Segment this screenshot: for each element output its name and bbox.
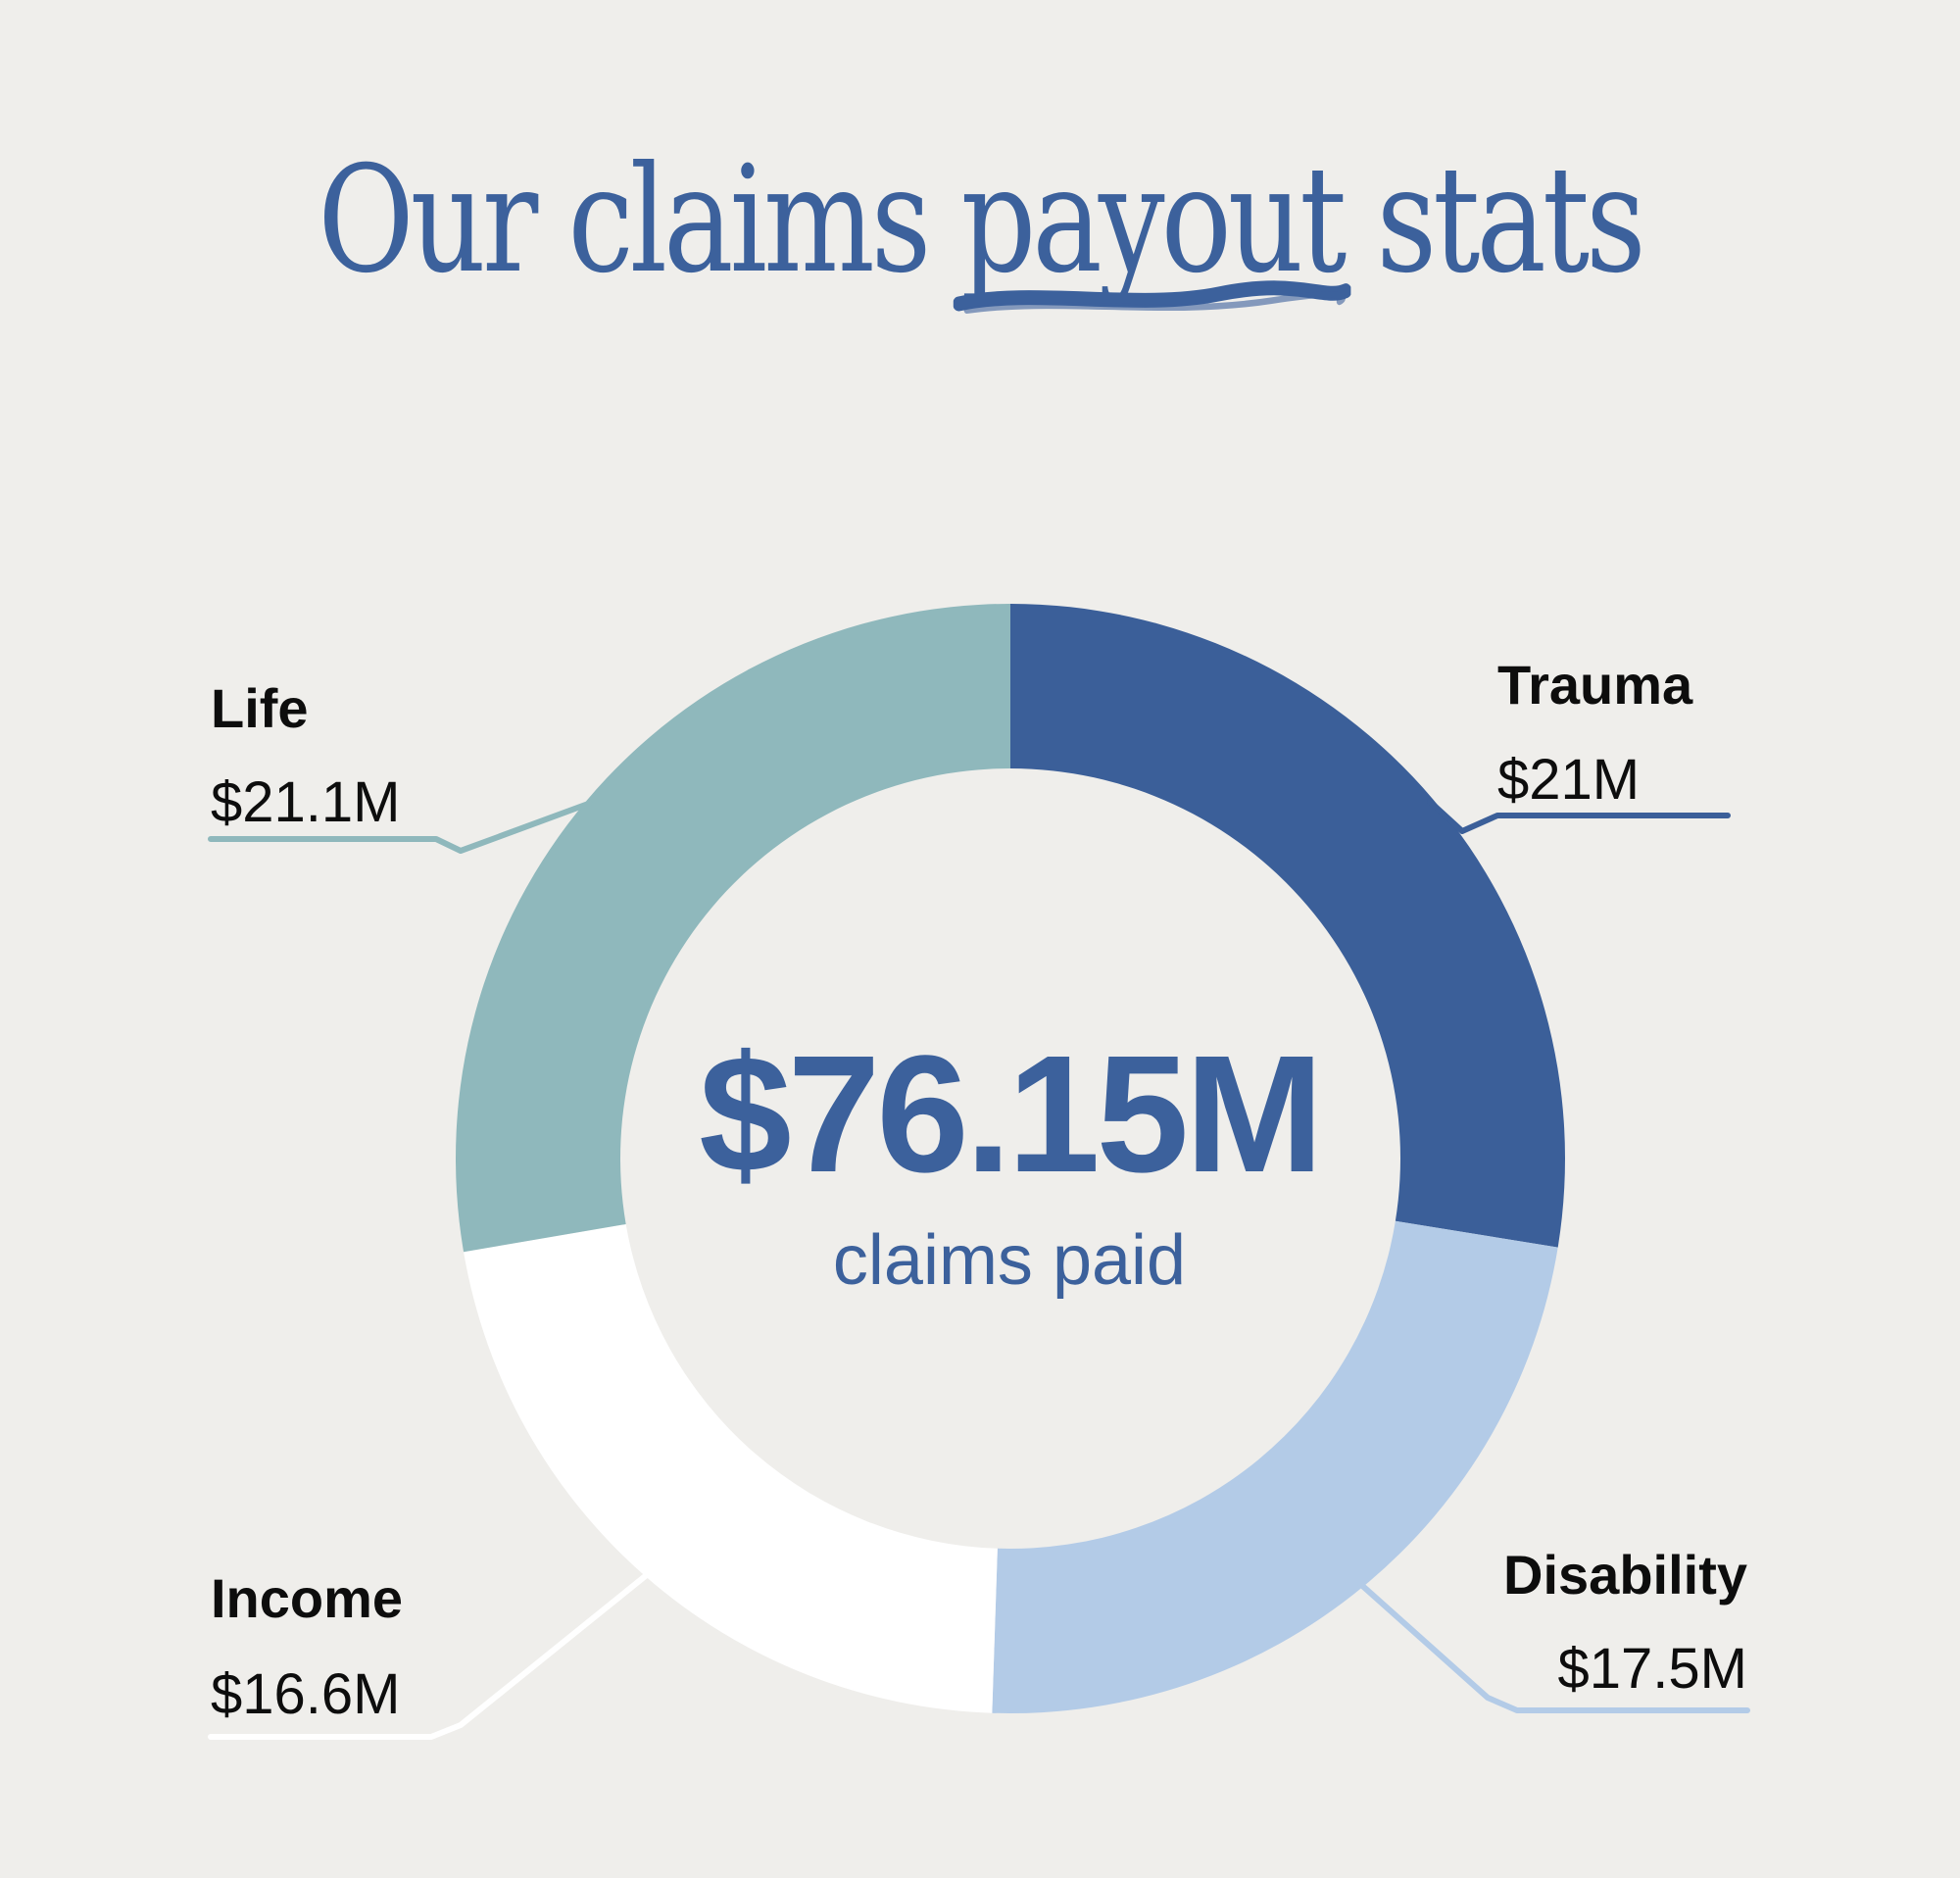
slice-label-income: Income [211,1567,404,1629]
slice-label-life: Life [211,677,309,739]
slice-value-disability: $17.5M [1557,1637,1747,1701]
slice-value-life: $21.1M [211,770,401,834]
title-text-end: stats [1343,135,1642,306]
title-text-start: Our claims [318,135,961,306]
center-total: $76.15M [699,1021,1320,1208]
slice-value-trauma: $21M [1497,748,1641,812]
slice-value-income: $16.6M [211,1662,401,1726]
center-caption: claims paid [832,1221,1187,1300]
slice-label-disability: Disability [1503,1544,1747,1606]
slice-label-trauma: Trauma [1497,654,1693,716]
title-highlight-text: payout [960,135,1344,306]
